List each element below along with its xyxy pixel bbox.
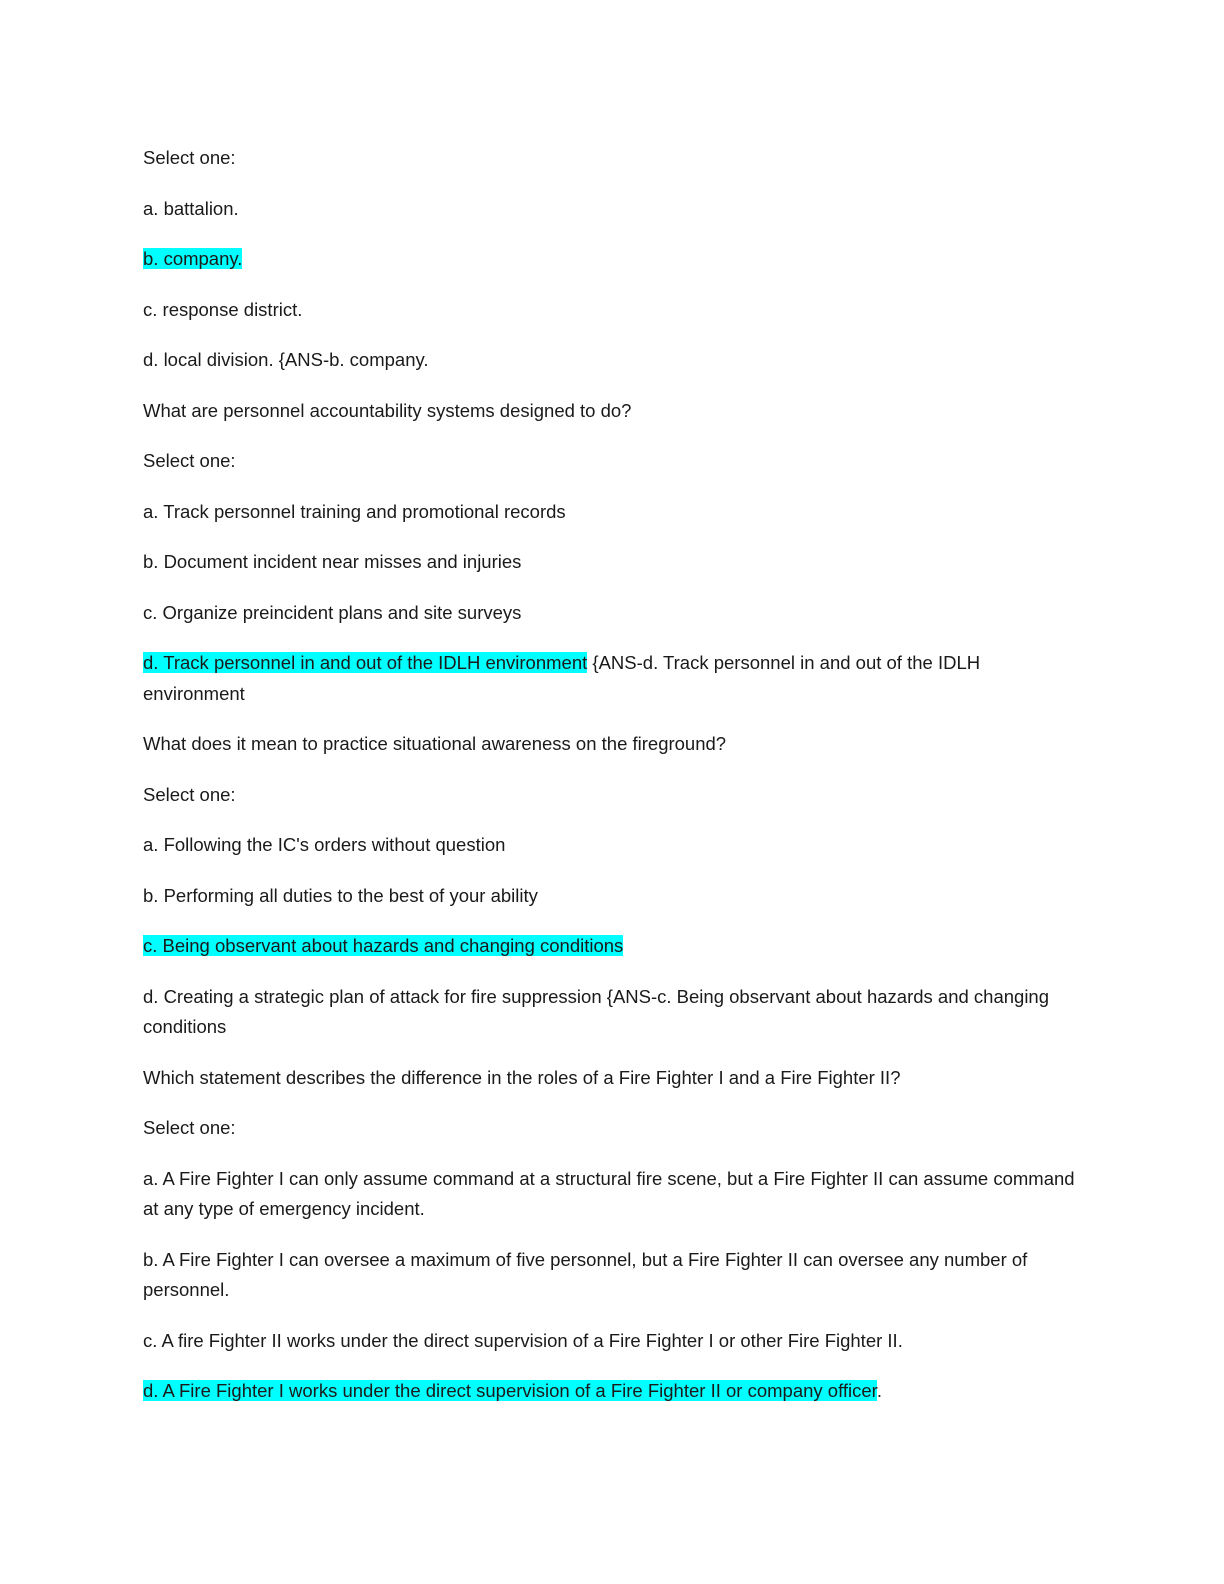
- text-run: b. A Fire Fighter I can oversee a maximum of five personnel, but a Fire Fighter II can oversee any number of personnel.: [143, 1248, 1028, 1300]
- paragraph: [143, 295, 1083, 326]
- paragraph: [143, 345, 1083, 376]
- text-run: a. Track personnel training and promotional records: [143, 500, 566, 522]
- paragraph: [143, 881, 1083, 912]
- text-run: a. battalion.: [143, 197, 239, 219]
- text-run: c. A fire Fighter II works under the direct supervision of a Fire Fighter I or other Fire Fighter II.: [143, 1329, 903, 1351]
- highlighted-text: b. company.: [143, 248, 243, 269]
- paragraph: [143, 194, 1083, 225]
- document-body: [143, 143, 1083, 1427]
- text-run: a. A Fire Fighter I can only assume command at a structural fire scene, but a Fire Fighter II can assume command at any type of emergency incident.: [143, 1167, 1075, 1219]
- text-run: b. Document incident near misses and injuries: [143, 551, 522, 572]
- paragraph: [143, 497, 1083, 528]
- text-run: What are personnel accountability systems designed to do?: [143, 399, 632, 421]
- paragraph: [143, 1326, 1083, 1357]
- text-run: Select one:: [143, 783, 236, 805]
- paragraph: [143, 244, 1083, 275]
- text-run: d. Creating a strategic plan of attack for fire suppression {ANS-c. Being observant about hazards and changing conditions: [143, 985, 1050, 1037]
- paragraph: [143, 143, 1083, 174]
- text-run: b. Performing all duties to the best of your ability: [143, 884, 538, 906]
- paragraph: [143, 1063, 1083, 1094]
- paragraph: [143, 396, 1083, 427]
- paragraph: [143, 446, 1083, 477]
- text-run: c. Organize preincident plans and site surveys: [143, 601, 522, 623]
- text-run: c. response district.: [143, 298, 303, 320]
- paragraph: [143, 931, 1083, 962]
- paragraph: [143, 830, 1083, 861]
- text-run: Select one:: [143, 147, 236, 168]
- paragraph: [143, 780, 1083, 811]
- text-run: What does it mean to practice situational awareness on the fireground?: [143, 733, 727, 754]
- text-run: Select one:: [143, 1117, 236, 1138]
- text-run: .: [876, 1380, 882, 1401]
- paragraph: [143, 1113, 1083, 1144]
- paragraph: [143, 648, 1083, 709]
- highlighted-text: d. A Fire Fighter I works under the direct supervision of a Fire Fighter II or company officer: [143, 1380, 877, 1401]
- text-run: Select one:: [143, 450, 236, 471]
- paragraph: [143, 1164, 1083, 1225]
- text-run: d. local division. {ANS-b. company.: [143, 349, 429, 370]
- paragraph: [143, 598, 1083, 629]
- paragraph: [143, 982, 1083, 1043]
- paragraph: [143, 547, 1083, 578]
- text-run: {ANS-d. Track personnel in and out of the IDLH environment: [143, 652, 981, 704]
- highlighted-text: d. Track personnel in and out of the IDLH environment: [143, 652, 588, 673]
- paragraph: [143, 1245, 1083, 1306]
- paragraph: [143, 729, 1083, 760]
- text-run: a. Following the IC's orders without question: [143, 834, 506, 855]
- text-run: Which statement describes the difference in the roles of a Fire Fighter I and a Fire Fighter II?: [143, 1066, 901, 1088]
- paragraph: [143, 1376, 1083, 1407]
- highlighted-text: c. Being observant about hazards and changing conditions: [143, 935, 624, 956]
